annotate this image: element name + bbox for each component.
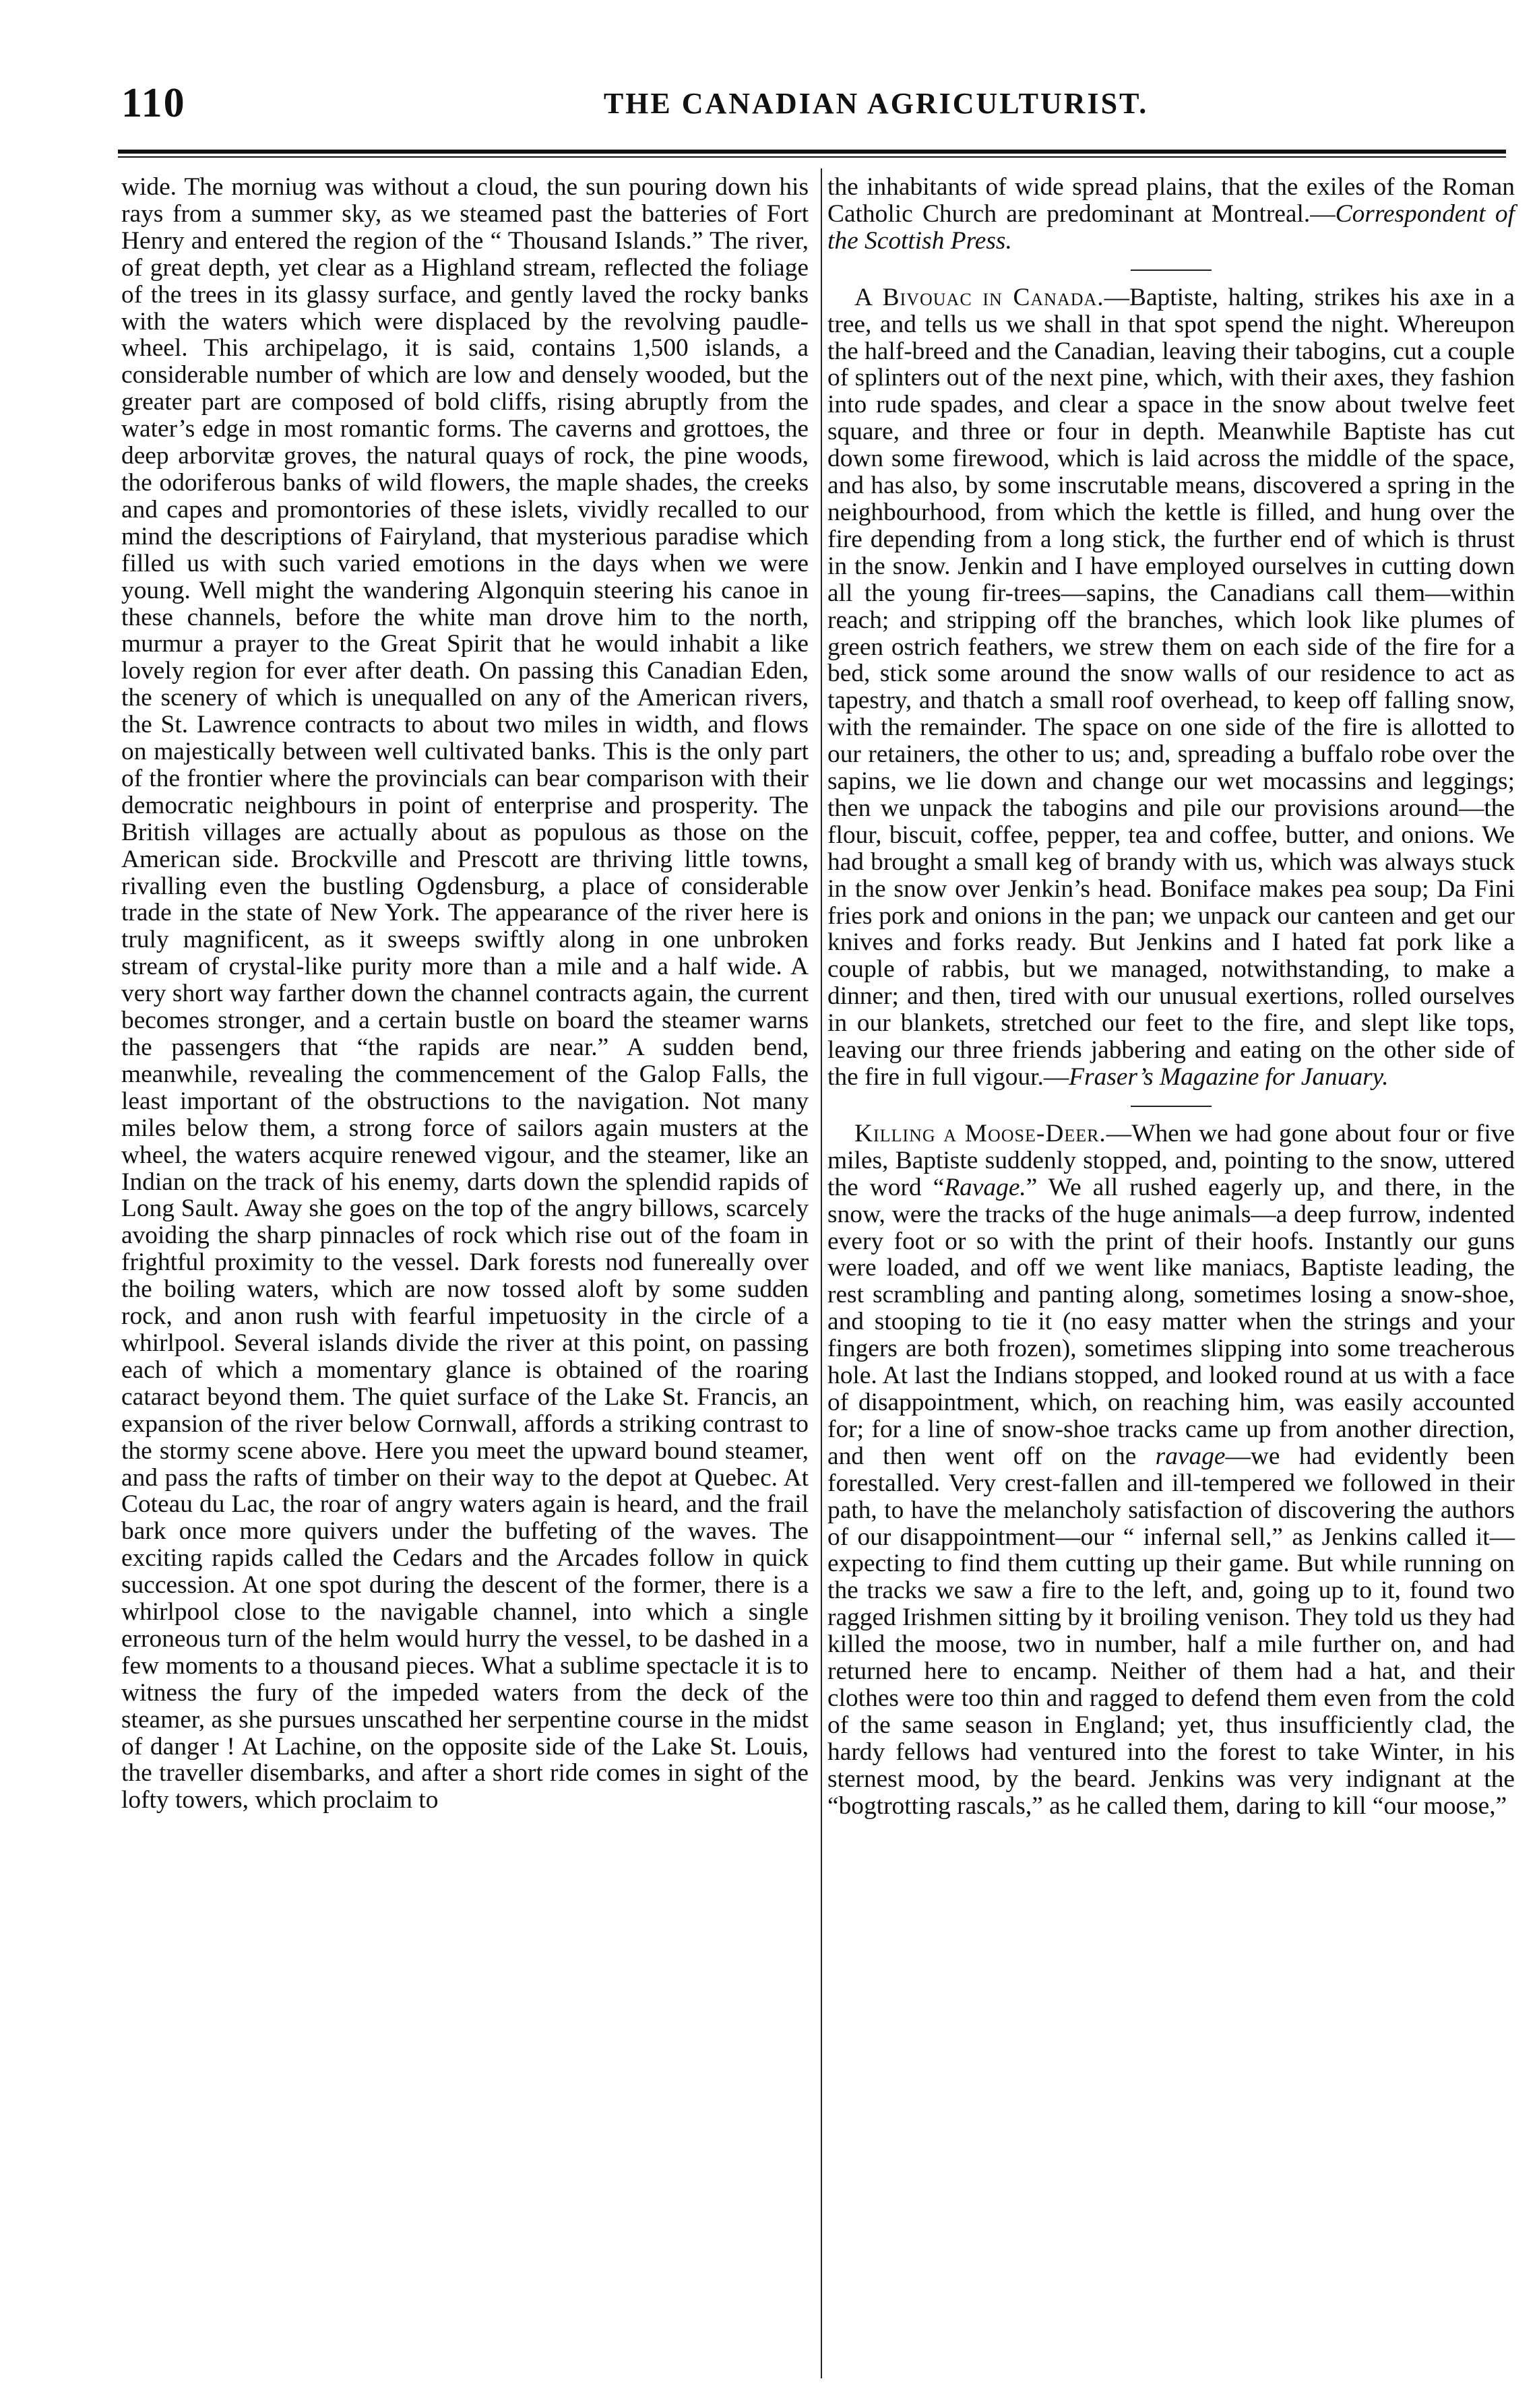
bivouac-text: —Baptiste, halting, strikes his axe in a tree, and tells us we shall in that spot spend the night. Whereupon the half-breed and the Canadian, leaving their tabogins, cut a couple of splinters out of the next pine, which, with their axes, they fashion into rude spades, and clear a space in the snow about twelve feet square, and three or four in depth. Meanwhile Baptiste has cut down some firewood, which is laid across the middle of the space, and has also, by some inscrutable means, discovered a spring in the neighbourhood, from which the kettle is filled, and hung over the fire depending from a long stick, the further end of which is thrust in the snow. Jenkin and I have employed ourselves in cutting down all the young fir-trees—sapins, the Canadians call them—within reach; and stripping off the branches, which look like plumes of green ostrich feathers, we strew them on each side of the fire for a bed, stick some around the snow walls of our residence to act as tapestry, and thatch a small roof overhead, to keep off falling snow, with the remainder. The space on one side of the fire is allotted to our retainers, the other to us; and, spreading a buffalo robe over the sapins, we lie down and change our wet mocassins and leggings; then we unpack the tabogins and pile our provisions around—the flour, biscuit, coffee, pepper, tea and coffee, butter, and onions. We had brought a small keg of brandy with us, which was always stuck in the snow over Jenkin’s head. Boniface makes pea soup; Da Fini fries pork and onions in the pan; we unpack our canteen and get our knives and forks ready. But Jenkins and I hated fat pork like a couple of rabbis, but we managed, notwithstanding, to make a dinner; and then, tired with our unusual exertions, rolled ourselves in our blankets, stretched our feet to the fire, and slept like tops, leaving our three friends jabbering and eating on the other side of the fire in full vigour.—: [827, 283, 1515, 1091]
moose-ravage-word-2: ravage: [1155, 1442, 1226, 1470]
article-thousand-islands-text: wide. The morniug was without a cloud, the sun pouring down his rays from a summer sky, as we steamed past the batteries of Fort Henry and entered the region of the “ Thousand Islands.” The river, of great depth, yet clear as a Highland stream, reflected the foliage of the trees in its glassy surface, and gently laved the rocky banks with the waters which were displaced by the revolving paudle-wheel. This archipelago, it is said, contains 1,500 islands, a considerable number of which are low and densely wooded, but the greater part are composed of bold cliffs, rising abruptly from the water’s edge in most romantic forms. The caverns and grottoes, the deep arborvitæ groves, the natural quays of rock, the pine woods, the odoriferous banks of wild flowers, the maple shades, the creeks and capes and promontories of these islets, vividly recalled to our mind the descriptions of Fairyland, that mysterious paradise which filled us with such varied emotions in the days when we were young. Well might the wandering Algonquin steering his canoe in these channels, before the white man drove him to the north, murmur a prayer to the Great Spirit that he would inhabit a like lovely region for ever after death. On passing this Canadian Eden, the scenery of which is unequalled on any of the American rivers, the St. Lawrence contracts to about two miles in width, and flows on majestically between well cultivated banks. This is the only part of the frontier where the provincials can bear comparison with their democratic neighbours in point of enterprise and prosperity. The British villages are actually about as populous as those on the American side. Brockville and Prescott are thriving little towns, rivalling even the bustling Ogdensburg, a place of considerable trade in the state of New York. The appearance of the river here is truly magnificent, as it sweeps swiftly along in one unbroken stream of crystal-like purity more than a mile and a half wide. A very short way farther down the channel contracts again, the current becomes stronger, and a certain bustle on board the steamer warns the passengers that “the rapids are near.” A sudden bend, meanwhile, revealing the commencement of the Galop Falls, the least important of the obstructions to the navigation. Not many miles below them, a strong force of sailors again musters at the wheel, the waters acquire renewed vigour, and the steamer, like an Indian on the track of his enemy, darts down the splendid rapids of Long Sault. Away she goes on the top of the angry billows, scarcely avoiding the sharp pinnacles of rock which rise out of the foam in frightful proximity to the vessel. Dark forests nod funereally over the boiling waters, which are now tossed aloft by some sudden rock, and anon rush with fearful impetuosity in the circle of a whirlpool. Several islands divide the river at this point, on passing each of which a momentary glance is obtained of the roaring cataract beyond them. The quiet surface of the Lake St. Francis, an expansion of the river below Cornwall, affords a striking contrast to the stormy scene above. Here you meet the upward bound steamer, and pass the rafts of timber on their way to the depot at Quebec. At Coteau du Lac, the roar of angry waters again is heard, and the frail bark once more quivers under the buffeting of the waves. The exciting rapids called the Cedars and the Arcades follow in quick succession. At one spot during the descent of the former, there is a whirlpool close to the navigable channel, into which a single erroneous turn of the helm would hurry the vessel, to be dashed in a few moments to a thousand pieces. What a sublime spectacle it is to witness the fury of the impeded waters from the deck of the steamer, as she pursues unscathed her serpentine course in the midst of danger ! At Lachine, on the opposite side of the Lake St. Louis, the traveller disembarks, and after a short ride comes in sight of the lofty towers, which proclaim to: [121, 173, 809, 1814]
column-divider: [821, 168, 822, 2378]
continuation-source: Correspondent of the Scottish Press.: [827, 199, 1515, 255]
continuation-paragraph: [827, 174, 1515, 255]
header-rule-thick: [118, 150, 1506, 154]
left-column: [121, 174, 809, 1814]
moose-text-2: ” We all rushed eagerly up, and there, in the snow, were the tracks of the huge animals—a deep furrow, indented every foot or so with the print of their hoofs. Instantly our guns were loaded, and off we went like maniacs, Baptiste leading, the rest scrambling and panting along, sometimes losing a snow-shoe, and stooping to tie it (no easy matter when the strings and your fingers are both frozen), sometimes slipping into some treacherous hole. At last the Indians stopped, and looked round at us with a face of disappointment, which, on reaching him, was easily accounted for; for a line of snow-shoe tracks came up from another direction, and then went off on the: [827, 1173, 1515, 1470]
page-number: 110: [121, 80, 186, 126]
bivouac-paragraph: [827, 284, 1515, 1091]
continuation-text: the inhabitants of wide spread plains, that the exiles of the Roman Catholic Church are predominant at Montreal.—: [827, 173, 1515, 228]
section-separator: [1131, 1106, 1212, 1107]
moose-text-3: —we had evidently been forestalled. Very crest-fallen and ill-tempered we followed in their path, to have the melancholy satisfaction of discovering the authors of our disappointment—our “ infernal sell,” as Jenkins called it—expecting to find them cutting up their game. But while running on the tracks we saw a fire to the left, and, going up to it, found two ragged Irishmen sitting by it broiling venison. They told us they had killed the moose, two in number, half a mile further on, and had returned here to encamp. Neither of them had a hat, and their clothes were too thin and ragged to defend them even from the cold of the same season in England; yet, thus insufficiently clad, the hardy fellows had ventured into the forest to take Winter, in his sternest mood, by the beard. Jenkins was very indignant at the “bogtrotting rascals,” as he called them, daring to kill “our moose,”: [827, 1442, 1515, 1820]
moose-heading: Killing a Moose-Deer.: [854, 1119, 1106, 1147]
moose-text-1: —When we had gone about four or five miles, Baptiste suddenly stopped, and, pointing to the snow, uttered the word “: [827, 1119, 1515, 1201]
running-title: THE CANADIAN AGRICULTURIST.: [603, 87, 1149, 120]
moose-ravage-word-1: Ravage.: [944, 1173, 1026, 1201]
section-separator: [1131, 270, 1212, 271]
right-column: [827, 174, 1515, 1819]
bivouac-source: Fraser’s Magazine for January.: [1069, 1063, 1389, 1091]
moose-paragraph: [827, 1120, 1515, 1820]
page-header: [0, 0, 1537, 155]
header-rule-thin: [118, 156, 1506, 158]
bivouac-heading: A Bivouac in Canada.: [854, 283, 1104, 311]
